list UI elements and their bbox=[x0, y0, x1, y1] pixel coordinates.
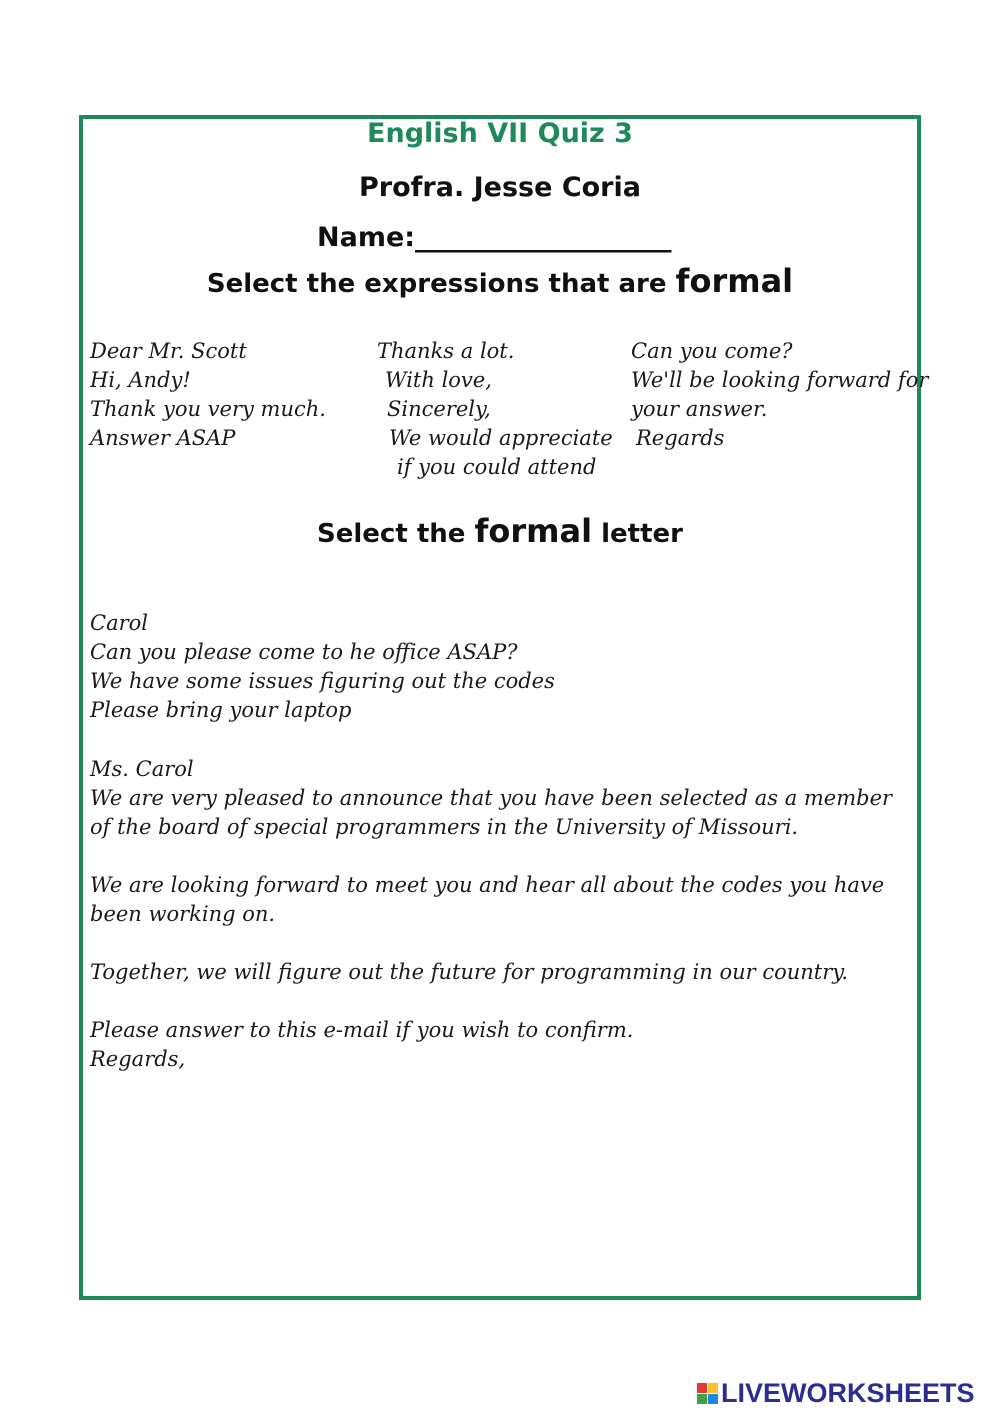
informal-letter-option[interactable] bbox=[90, 609, 910, 725]
expression-option[interactable]: Thank you very much. bbox=[90, 397, 326, 421]
section1-instruction-text: Select the expressions that are bbox=[206, 269, 676, 299]
letter-paragraph: Please answer to this e-mail if you wish to confirm. bbox=[90, 1018, 634, 1042]
formal-letter-option[interactable] bbox=[90, 755, 910, 1074]
teacher-name: Profra. Jesse Coria bbox=[359, 172, 641, 203]
letter-paragraph: We are very pleased to announce that you have been selected as a member of the board of special programmers in the University of Missouri. bbox=[90, 786, 893, 839]
expression-option[interactable]: if you could attend bbox=[397, 455, 597, 479]
letter-line: Carol bbox=[90, 611, 148, 635]
liveworksheets-logo-icon bbox=[697, 1383, 718, 1404]
expressions-column-1 bbox=[90, 337, 326, 453]
section2-instruction-text: Select the bbox=[317, 519, 475, 549]
letter-greeting: Ms. Carol bbox=[90, 757, 194, 781]
expression-option[interactable]: We would appreciate bbox=[389, 426, 613, 450]
expression-option[interactable]: Thanks a lot. bbox=[377, 339, 515, 363]
expression-option[interactable]: We'll be looking forward for bbox=[631, 368, 929, 392]
letter-line: Please bring your laptop bbox=[90, 698, 352, 722]
expressions-column-2 bbox=[377, 337, 613, 482]
expression-option[interactable]: Regards bbox=[636, 426, 725, 450]
expressions-column-3 bbox=[631, 337, 928, 453]
student-name-field[interactable]: Name:___________________ bbox=[317, 222, 672, 253]
letter-paragraph: Together, we will figure out the future for programming in our country. bbox=[90, 960, 849, 984]
paragraph-gap bbox=[90, 987, 910, 1016]
section2-instruction-emphasis: formal bbox=[474, 512, 593, 550]
expression-option[interactable]: Sincerely, bbox=[387, 397, 491, 421]
letter-paragraph: We are looking forward to meet you and hear all about the codes you have been working on. bbox=[90, 873, 885, 926]
section1-instruction bbox=[0, 262, 1000, 300]
section1-instruction-emphasis: formal bbox=[675, 262, 794, 300]
quiz-title: English VII Quiz 3 bbox=[367, 118, 633, 149]
expression-option[interactable]: Hi, Andy! bbox=[90, 368, 191, 392]
section2-instruction-suffix: letter bbox=[592, 519, 683, 549]
expression-option[interactable]: With love, bbox=[385, 368, 492, 392]
liveworksheets-logo-text: LIVEWORKSHEETS bbox=[721, 1377, 975, 1408]
letter-closing: Regards, bbox=[90, 1047, 186, 1071]
paragraph-gap bbox=[90, 842, 910, 871]
expression-option[interactable]: your answer. bbox=[631, 397, 768, 421]
section2-instruction bbox=[0, 512, 1000, 550]
letter-line: We have some issues figuring out the codes bbox=[90, 669, 555, 693]
expression-option[interactable]: Dear Mr. Scott bbox=[90, 339, 247, 363]
expression-option[interactable]: Answer ASAP bbox=[90, 426, 236, 450]
expression-option[interactable]: Can you come? bbox=[631, 339, 793, 363]
letter-line: Can you please come to he office ASAP? bbox=[90, 640, 518, 664]
liveworksheets-logo bbox=[697, 1378, 975, 1408]
paragraph-gap bbox=[90, 929, 910, 958]
